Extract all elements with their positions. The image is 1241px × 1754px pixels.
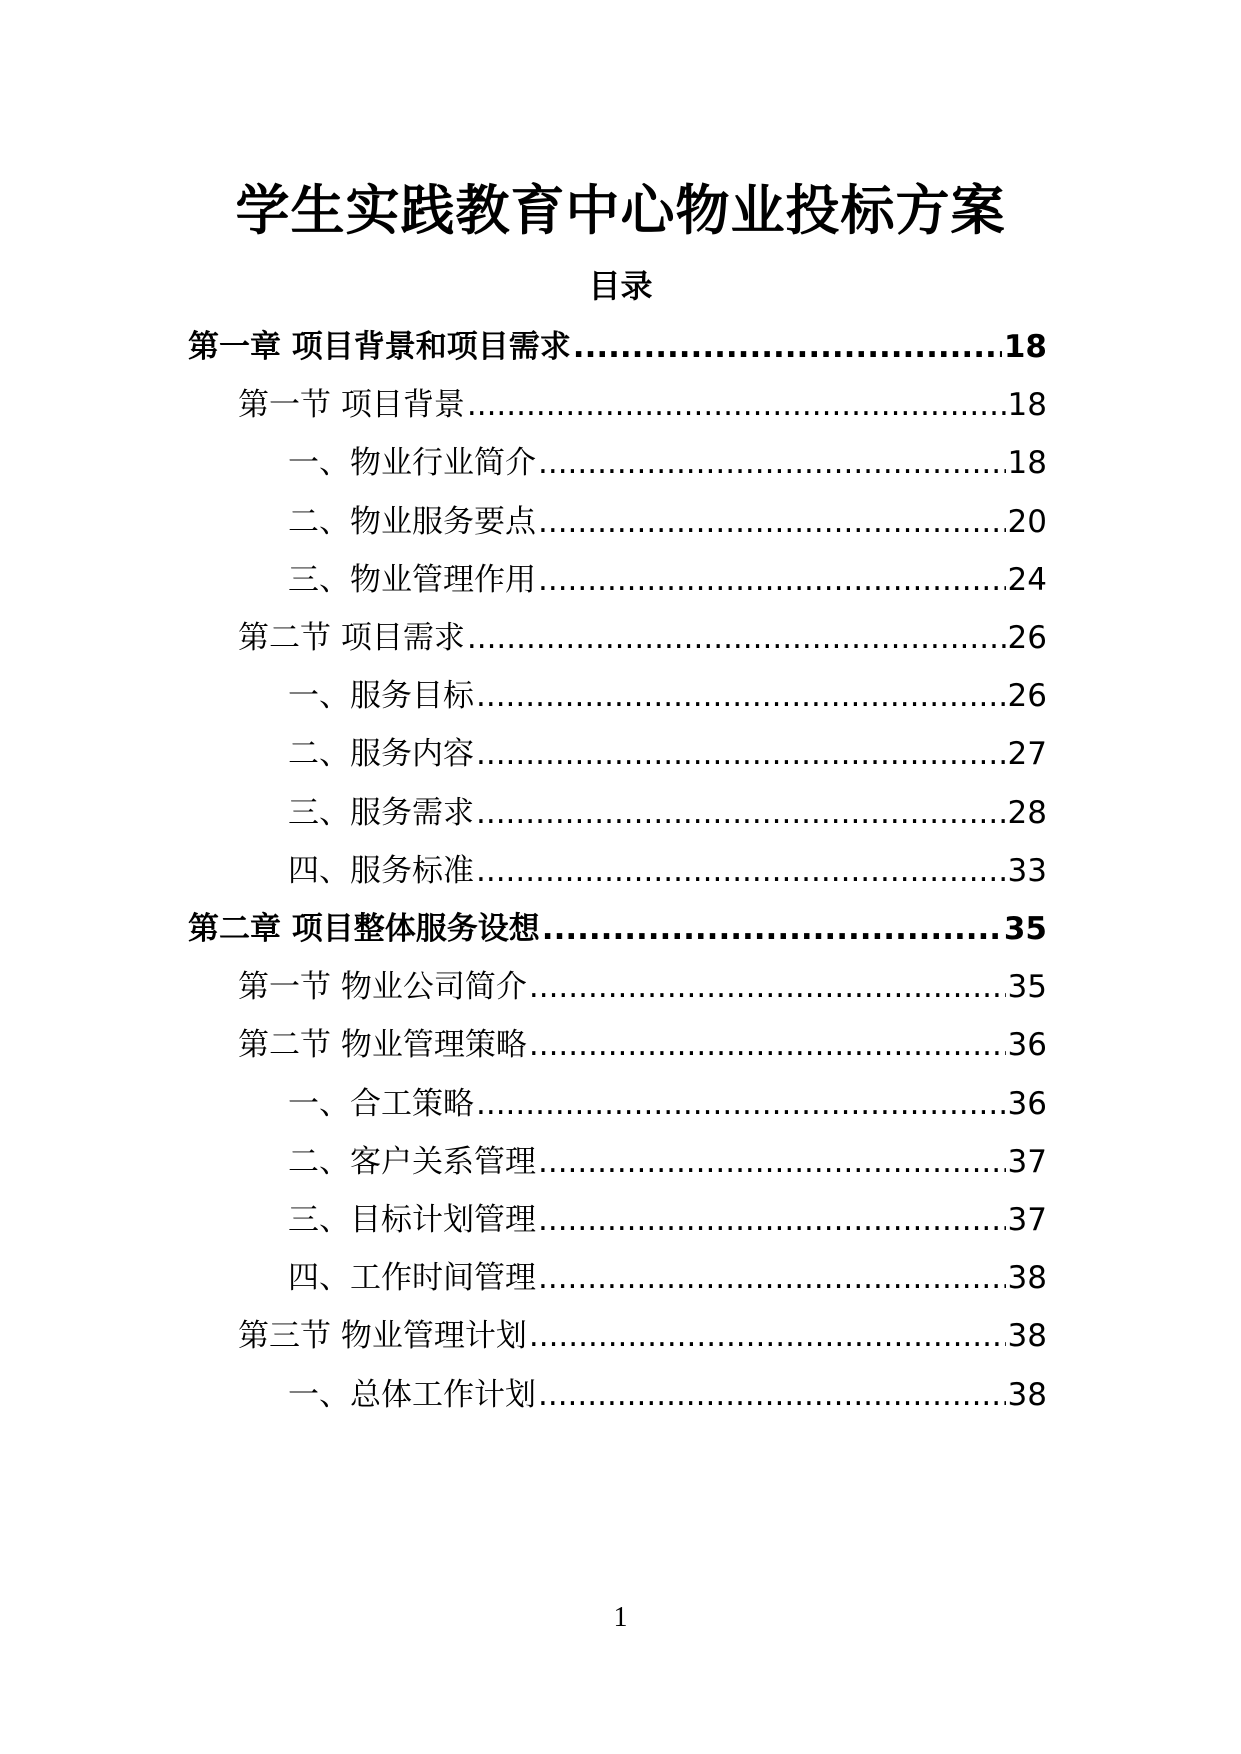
toc-entry-label: 第二节 项目需求 (238, 620, 465, 656)
toc-entry[interactable] (288, 1195, 1047, 1245)
toc-entry[interactable] (288, 729, 1047, 779)
toc-entry-page: 18 (1007, 387, 1047, 424)
toc-dot-leader (476, 1079, 1006, 1129)
toc-entry-label: 一、物业行业简介 (288, 445, 536, 482)
toc-entry[interactable] (238, 962, 1047, 1012)
toc-entry-page: 27 (1007, 736, 1047, 773)
toc-entry[interactable] (288, 671, 1047, 721)
toc-entry-label: 二、服务内容 (288, 736, 474, 773)
toc-dot-leader (476, 729, 1006, 779)
toc-entry[interactable] (238, 613, 1047, 663)
toc-entry-page: 33 (1007, 852, 1047, 889)
toc-dot-leader (467, 613, 1006, 663)
toc-entry[interactable] (188, 322, 1047, 372)
toc-entry-page: 35 (1007, 969, 1047, 1006)
toc-entry[interactable] (288, 1079, 1047, 1129)
toc-entry-page: 18 (1003, 329, 1047, 365)
toc-entry[interactable] (288, 497, 1047, 547)
toc-entry-page: 35 (1003, 911, 1047, 947)
toc-entry-page: 18 (1007, 445, 1047, 482)
toc-entry[interactable] (288, 788, 1047, 838)
toc-entry-label: 第一节 项目背景 (238, 387, 465, 424)
toc-entry-label: 一、总体工作计划 (288, 1376, 536, 1413)
toc-dot-leader (476, 671, 1006, 721)
toc-entry-page: 36 (1007, 1027, 1047, 1064)
toc-dot-leader (529, 1311, 1006, 1361)
toc-dot-leader (529, 962, 1006, 1012)
toc-entry-label: 第二节 物业管理策略 (238, 1027, 527, 1064)
toc-heading: 目录 (588, 267, 653, 305)
toc-entry-page: 26 (1007, 620, 1047, 656)
toc-entry-page: 20 (1007, 503, 1047, 540)
toc-entry[interactable] (288, 555, 1047, 605)
toc-dot-leader (542, 904, 1002, 954)
toc-entry[interactable] (188, 904, 1047, 954)
toc-dot-leader (538, 1370, 1006, 1420)
toc-entry[interactable] (288, 1253, 1047, 1303)
toc-entry-label: 三、物业管理作用 (288, 561, 536, 598)
toc-dot-leader (476, 788, 1006, 838)
toc-entry-label: 一、合工策略 (288, 1085, 474, 1122)
toc-entry-page: 37 (1007, 1143, 1047, 1180)
toc-dot-leader (538, 438, 1006, 488)
toc-dot-leader (529, 1020, 1006, 1070)
document-title: 学生实践教育中心物业投标方案 (235, 179, 1006, 242)
toc-entry-page: 24 (1007, 561, 1047, 598)
toc-dot-leader (476, 846, 1006, 896)
toc-entry-label: 第一节 物业公司简介 (238, 969, 527, 1006)
toc-entry-label: 二、物业服务要点 (288, 503, 536, 540)
toc-entry-page: 37 (1007, 1202, 1047, 1238)
toc-entry-label: 三、服务需求 (288, 794, 474, 831)
toc-entry-label: 四、工作时间管理 (288, 1260, 536, 1297)
toc-entry-page: 28 (1007, 794, 1047, 831)
toc-dot-leader (573, 322, 1002, 372)
toc-entry-page: 38 (1007, 1376, 1047, 1413)
toc-dot-leader (538, 555, 1006, 605)
toc-dot-leader (467, 380, 1006, 430)
toc-dot-leader (538, 1195, 1006, 1245)
toc-entry-label: 四、服务标准 (288, 852, 474, 889)
toc-entry[interactable] (288, 438, 1047, 488)
toc-entry-label: 二、客户关系管理 (288, 1143, 536, 1180)
toc-entry-page: 38 (1007, 1260, 1047, 1297)
toc-entry-page: 36 (1007, 1085, 1047, 1122)
toc-entry-page: 38 (1007, 1318, 1047, 1355)
toc-entry-page: 26 (1007, 678, 1047, 715)
toc-dot-leader (538, 1137, 1006, 1187)
toc-entry-label: 三、目标计划管理 (288, 1202, 536, 1238)
toc-entry[interactable] (288, 1137, 1047, 1187)
toc-entry-label: 第二章 项目整体服务设想 (188, 911, 540, 947)
toc-entry[interactable] (288, 846, 1047, 896)
toc-dot-leader (538, 1253, 1006, 1303)
page-number: 1 (613, 1602, 628, 1633)
toc-entry[interactable] (238, 380, 1047, 430)
toc-dot-leader (538, 497, 1006, 547)
toc-entry[interactable] (238, 1311, 1047, 1361)
toc-entry-label: 一、服务目标 (288, 678, 474, 715)
toc-entry-label: 第一章 项目背景和项目需求 (188, 329, 571, 365)
toc-entry-label: 第三节 物业管理计划 (238, 1318, 527, 1355)
toc-entry[interactable] (238, 1020, 1047, 1070)
toc-entry[interactable] (288, 1370, 1047, 1420)
